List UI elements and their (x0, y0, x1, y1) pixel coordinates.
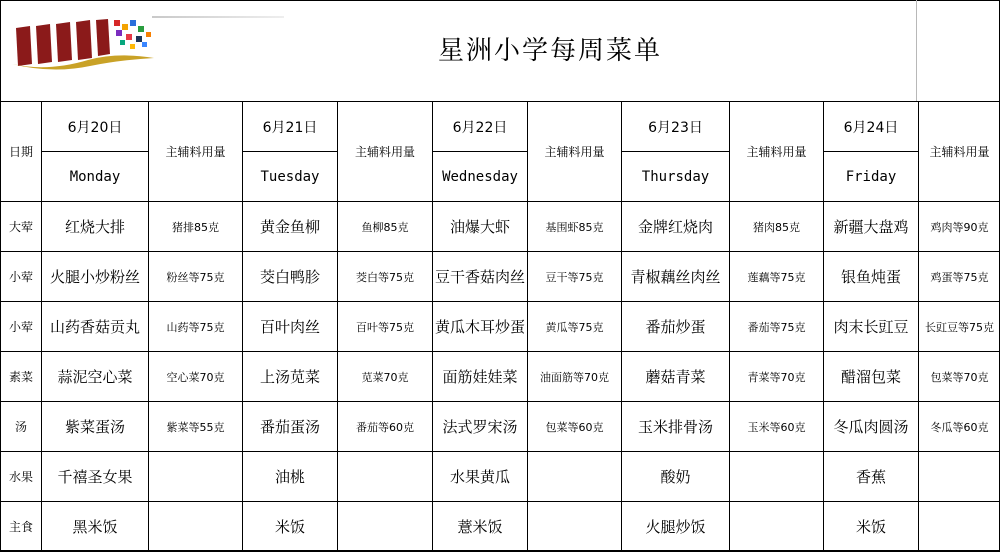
dish-cell: 黄瓜木耳炒蛋 (433, 302, 528, 352)
amount-cell: 豆干等75克 (528, 252, 622, 302)
row-label: 小荤 (1, 302, 42, 352)
table-row (1, 452, 1000, 502)
dish-cell: 金牌红烧肉 (622, 202, 730, 252)
amount-cell: 冬瓜等60克 (919, 402, 1000, 452)
table-row (1, 302, 1000, 352)
dish-cell: 薏米饭 (433, 502, 528, 551)
dish-cell: 香蕉 (824, 452, 919, 502)
amount-cell (730, 452, 824, 502)
day-weekday: Thursday (622, 152, 730, 202)
amount-cell: 包菜等60克 (528, 402, 622, 452)
weekly-menu-table (0, 101, 1000, 551)
dish-cell: 米饭 (824, 502, 919, 551)
amount-header: 主辅料用量 (338, 102, 433, 202)
table-row (1, 352, 1000, 402)
page-title: 星洲小学每周菜单 (437, 36, 662, 66)
amount-cell (149, 502, 243, 551)
amount-header: 主辅料用量 (528, 102, 622, 202)
dish-cell: 火腿炒饭 (622, 502, 730, 551)
dish-cell: 青椒藕丝肉丝 (622, 252, 730, 302)
amount-cell: 百叶等75克 (338, 302, 433, 352)
dish-cell: 蘑菇青菜 (622, 352, 730, 402)
dish-cell: 百叶肉丝 (243, 302, 338, 352)
row-label: 素菜 (1, 352, 42, 402)
amount-cell: 山药等75克 (149, 302, 243, 352)
dish-cell: 酸奶 (622, 452, 730, 502)
amount-cell (919, 502, 1000, 551)
dish-cell: 醋溜包菜 (824, 352, 919, 402)
amount-header: 主辅料用量 (919, 102, 1000, 202)
day-date: 6月22日 (433, 102, 528, 152)
day-weekday: Monday (42, 152, 149, 202)
day-weekday: Friday (824, 152, 919, 202)
header-accent-line (152, 16, 284, 18)
amount-cell (149, 452, 243, 502)
amount-cell: 粉丝等75克 (149, 252, 243, 302)
dish-cell: 玉米排骨汤 (622, 402, 730, 452)
amount-cell: 包菜等70克 (919, 352, 1000, 402)
table-row (1, 502, 1000, 551)
amount-cell: 鱼柳85克 (338, 202, 433, 252)
amount-cell: 黄瓜等75克 (528, 302, 622, 352)
row-label: 汤 (1, 402, 42, 452)
day-date: 6月24日 (824, 102, 919, 152)
amount-cell (919, 452, 1000, 502)
amount-header: 主辅料用量 (730, 102, 824, 202)
day-date: 6月20日 (42, 102, 149, 152)
amount-cell (338, 452, 433, 502)
amount-cell: 茭白等75克 (338, 252, 433, 302)
dish-cell: 番茄蛋汤 (243, 402, 338, 452)
day-date: 6月23日 (622, 102, 730, 152)
row-label: 主食 (1, 502, 42, 551)
table-row (1, 402, 1000, 452)
row-label: 水果 (1, 452, 42, 502)
day-date: 6月21日 (243, 102, 338, 152)
dish-cell: 番茄炒蛋 (622, 302, 730, 352)
amount-cell (528, 452, 622, 502)
amount-cell (730, 502, 824, 551)
dish-cell: 黄金鱼柳 (243, 202, 338, 252)
school-logo-icon (8, 14, 158, 70)
amount-cell (528, 502, 622, 551)
dish-cell: 紫菜蛋汤 (42, 402, 149, 452)
dish-cell: 银鱼炖蛋 (824, 252, 919, 302)
row-label: 大荤 (1, 202, 42, 252)
amount-cell: 猪肉85克 (730, 202, 824, 252)
dish-cell: 黑米饭 (42, 502, 149, 551)
amount-cell: 鸡肉等90克 (919, 202, 1000, 252)
dish-cell: 水果黄瓜 (433, 452, 528, 502)
amount-header: 主辅料用量 (149, 102, 243, 202)
amount-cell: 玉米等60克 (730, 402, 824, 452)
amount-cell: 紫菜等55克 (149, 402, 243, 452)
amount-cell: 猪排85克 (149, 202, 243, 252)
date-row-label: 日期 (1, 102, 42, 202)
menu-header (0, 0, 1000, 101)
dish-cell: 油桃 (243, 452, 338, 502)
dish-cell: 上汤苋菜 (243, 352, 338, 402)
amount-cell: 莲藕等75克 (730, 252, 824, 302)
dish-cell: 米饭 (243, 502, 338, 551)
amount-cell: 番茄等60克 (338, 402, 433, 452)
table-row (1, 202, 1000, 252)
dish-cell: 千禧圣女果 (42, 452, 149, 502)
dish-cell: 冬瓜肉圆汤 (824, 402, 919, 452)
dish-cell: 新疆大盘鸡 (824, 202, 919, 252)
day-weekday: Tuesday (243, 152, 338, 202)
dish-cell: 面筋娃娃菜 (433, 352, 528, 402)
amount-cell (338, 502, 433, 551)
amount-cell: 油面筋等70克 (528, 352, 622, 402)
header-divider (916, 0, 917, 101)
date-row (1, 102, 1000, 152)
amount-cell: 长豇豆等75克 (919, 302, 1000, 352)
dish-cell: 肉末长豇豆 (824, 302, 919, 352)
day-weekday: Wednesday (433, 152, 528, 202)
dish-cell: 茭白鸭胗 (243, 252, 338, 302)
dish-cell: 火腿小炒粉丝 (42, 252, 149, 302)
dish-cell: 红烧大排 (42, 202, 149, 252)
dish-cell: 蒜泥空心菜 (42, 352, 149, 402)
amount-cell: 苋菜70克 (338, 352, 433, 402)
dish-cell: 豆干香菇肉丝 (433, 252, 528, 302)
dish-cell: 山药香菇贡丸 (42, 302, 149, 352)
amount-cell: 基围虾85克 (528, 202, 622, 252)
row-label: 小荤 (1, 252, 42, 302)
table-row (1, 252, 1000, 302)
amount-cell: 鸡蛋等75克 (919, 252, 1000, 302)
dish-cell: 法式罗宋汤 (433, 402, 528, 452)
amount-cell: 番茄等75克 (730, 302, 824, 352)
amount-cell: 青菜等70克 (730, 352, 824, 402)
dish-cell: 油爆大虾 (433, 202, 528, 252)
amount-cell: 空心菜70克 (149, 352, 243, 402)
